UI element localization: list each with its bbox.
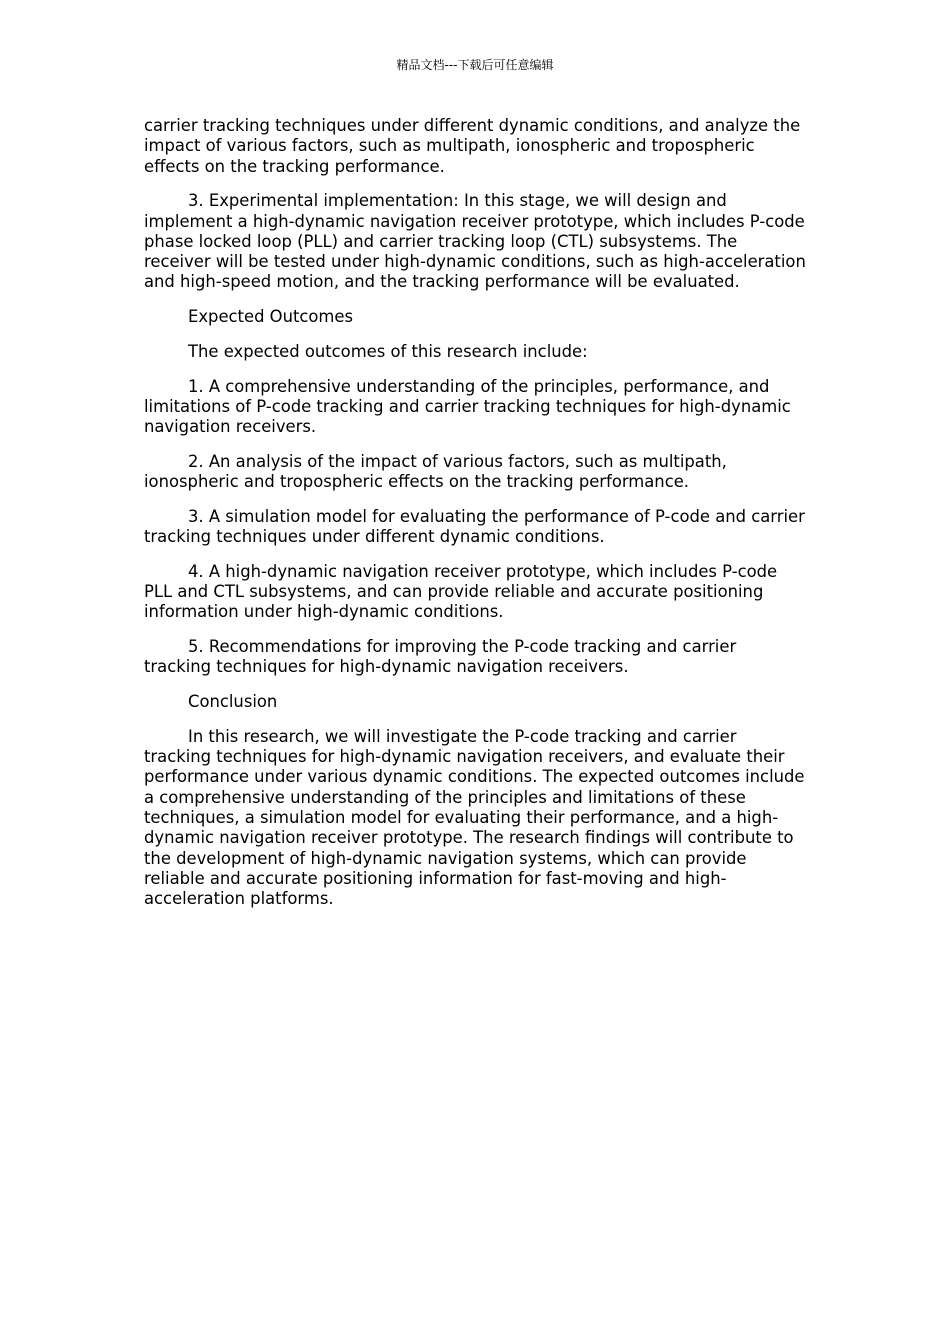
paragraph-conclusion: In this research, we will investigate the P-code tracking and carrier tracking techniques for high-dynamic navigation receivers, and evaluate their performance under various dynamic conditions. The expected outcomes include a comprehensive understanding of the principles and limitations of these techniques, a simulation model for evaluating their performance, and a high-dynamic navigation receiver prototype. The research findings will contribute to the development of high-dynamic navigation systems, which can provide reliable and accurate positioning information for fast-moving and high-acceleration platforms.: [144, 726, 805, 909]
outcome-item-5: 5. Recommendations for improving the P-code tracking and carrier tracking techniques for high-dynamic navigation receivers.: [144, 637, 737, 677]
paragraph-experimental-implementation: 3. Experimental implementation: In this stage, we will design and implement a high-dynamic navigation receiver prototype, which includes P-code phase locked loop (PLL) and carrier tracking loop (CTL) subsystems. The receiver will be tested under high-dynamic conditions, such as high-acceleration and high-speed motion, and the tracking performance will be evaluated.: [144, 191, 806, 292]
outcome-item-1: 1. A comprehensive understanding of the principles, performance, and limitations of P-code tracking and carrier tracking techniques for high-dynamic navigation receivers.: [144, 376, 791, 437]
paragraph-outcomes-intro: The expected outcomes of this research include:: [188, 341, 588, 361]
section-heading-expected-outcomes: Expected Outcomes: [188, 307, 354, 327]
outcome-item-3: 3. A simulation model for evaluating the performance of P-code and carrier tracking techniques under different dynamic conditions.: [144, 506, 805, 547]
outcome-item-2: 2. An analysis of the impact of various factors, such as multipath, ionospheric and tropospheric effects on the tracking performance.: [144, 451, 727, 492]
outcome-item-4: 4. A high-dynamic navigation receiver prototype, which includes P-code PLL and CTL subsystems, and can provide reliable and accurate positioning information under high-dynamic conditions.: [144, 561, 778, 622]
section-heading-conclusion: Conclusion: [188, 692, 278, 712]
paragraph-continuation: carrier tracking techniques under different dynamic conditions, and analyze the impact of various factors, such as multipath, ionospheric and tropospheric effects on the tracking performance.: [144, 116, 801, 176]
page-header: 精品文档---下载后可任意编辑: [396, 58, 554, 72]
document-body: [144, 116, 806, 924]
